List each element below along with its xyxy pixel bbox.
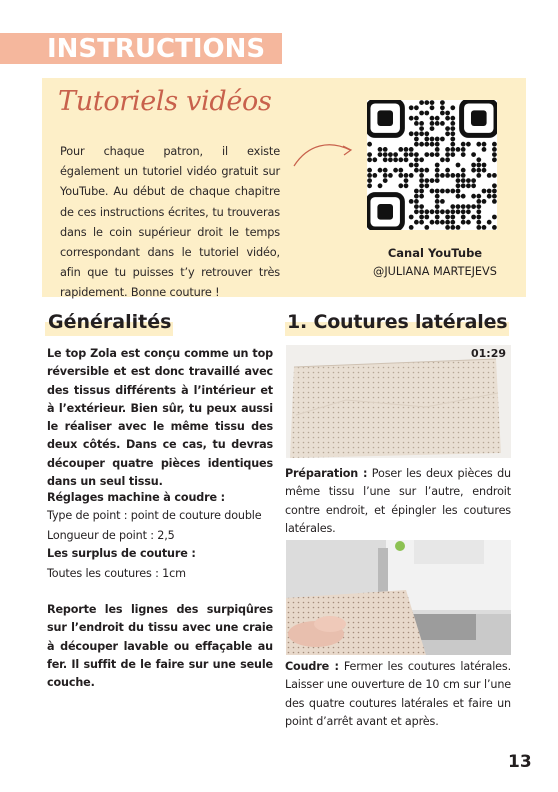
machine-setting-line: Type de point : point de couture double — [47, 509, 262, 522]
sewing-photo — [286, 540, 511, 655]
section-heading-generalites: Généralités — [48, 311, 172, 333]
intro-paragraph: Le top Zola est conçu comme un top réversible et est donc travaillé avec des tissus différents à l’intérieur et à l’extérieur. Bien sûr, tu peux aussi le réaliser avec le même tissu des deux côtés. Dans ce cas, tu devras découper quatre pièces identiques dans un seul tissu. — [47, 347, 273, 489]
tutorial-title: Tutoriels vidéos — [58, 86, 272, 117]
transfer-note: Reporte les lignes des surpiqûres sur l’endroit du tissu avec une craie à découper lavable ou effaçable au fer. Il suffit de le faire sur une seule couche. — [47, 603, 273, 690]
video-timestamp: 01:29 — [470, 347, 506, 360]
seam-allowance-line: Toutes les coutures : 1cm — [47, 567, 186, 580]
seam-allowance-heading: Les surplus de couture : — [47, 547, 196, 560]
step-text: Poser les deux pièces du même tissu l’une sur l’autre, endroit contre endroit, et épingler les coutures latérales. — [285, 467, 512, 535]
step-text: Fermer les coutures latérales. Laisser une ouverture de 10 cm sur l’une des quatre coutures latérales et faire un point d’arrêt avant et après. — [285, 660, 511, 728]
page-title: INSTRUCTIONS — [47, 34, 266, 64]
preparation-step — [285, 465, 511, 538]
step-label: Préparation : — [285, 467, 368, 480]
arrow-icon — [290, 138, 358, 172]
fabric-photo — [286, 345, 511, 458]
machine-setting-line: Longueur de point : 2,5 — [47, 529, 175, 542]
channel-handle: @JULIANA MARTEJEVS — [373, 265, 497, 278]
machine-settings-heading: Réglages machine à coudre : — [47, 491, 225, 504]
sewing-step — [285, 658, 511, 731]
qr-code[interactable] — [367, 100, 497, 230]
tutorial-text: Pour chaque patron, il existe également un tutoriel vidéo gratuit sur YouTube. Au début de chaque chapitre de ces instructions écrites, tu trouveras dans le coin supérieur droit le temps correspondant dans le tutoriel vidéo, afin que tu puisses t’y retrouver très rapidement. Bonne couture ! — [60, 145, 280, 300]
page-number: 13 — [508, 752, 532, 772]
section-heading-coutures: 1. Coutures latérales — [287, 311, 508, 333]
step-label: Coudre : — [285, 660, 339, 673]
channel-label: Canal YouTube — [387, 246, 483, 260]
